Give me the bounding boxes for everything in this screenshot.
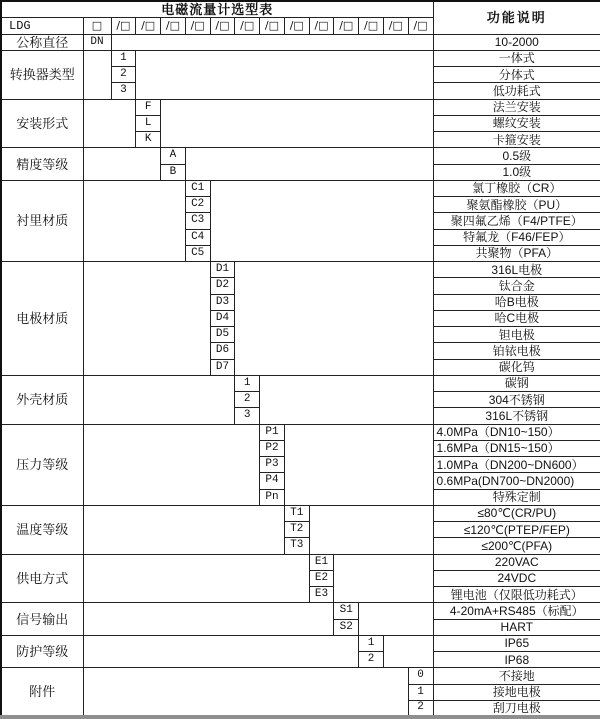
- code-cell: D2: [210, 278, 235, 294]
- code-cell: T2: [284, 522, 309, 538]
- empty-space: [83, 668, 408, 717]
- description-cell: 1.6MPa（DN15~150）: [433, 440, 600, 456]
- empty-space: [83, 180, 185, 261]
- description-cell: 4-20mA+RS485（标配）: [433, 603, 600, 619]
- table-row: [1, 375, 600, 391]
- description-cell: 哈B电极: [433, 294, 600, 310]
- description-cell: 特殊定制: [433, 489, 600, 505]
- category-label: 供电方式: [1, 554, 83, 603]
- description-cell: ≤120℃(PTEP/FEP): [433, 522, 600, 538]
- description-cell: 卡箍安装: [433, 132, 600, 148]
- model-slot: /□: [136, 17, 161, 34]
- description-cell: 法兰安装: [433, 99, 600, 115]
- model-slot: /□: [284, 17, 309, 34]
- code-cell: D3: [210, 294, 235, 310]
- code-cell: F: [136, 99, 161, 115]
- title-row: [1, 1, 600, 17]
- empty-space: [383, 635, 433, 668]
- description-cell: 氯丁橡胶（CR）: [433, 180, 600, 196]
- table-row: [1, 554, 600, 570]
- description-cell: 碳化钨: [433, 359, 600, 375]
- code-cell: C4: [185, 229, 210, 245]
- dn-code-cell: DN: [83, 34, 111, 50]
- table-row: [1, 148, 600, 164]
- category-label: 附件: [1, 668, 83, 717]
- description-cell: 低功耗式: [433, 83, 600, 99]
- model-slot: /□: [359, 17, 384, 34]
- empty-space: [83, 424, 260, 505]
- model-slot: /□: [383, 17, 408, 34]
- description-cell: 钽电极: [433, 327, 600, 343]
- description-cell: 聚氨酯橡胶（PU）: [433, 197, 600, 213]
- code-cell: 3: [111, 83, 136, 99]
- empty-space: [83, 148, 161, 181]
- model-first-box: □: [83, 17, 111, 34]
- description-cell: 铂铱电极: [433, 343, 600, 359]
- code-cell: C1: [185, 180, 210, 196]
- description-cell: 0.6MPa(DN700~DN2000): [433, 473, 600, 489]
- code-cell: C3: [185, 213, 210, 229]
- table-row: [1, 180, 600, 196]
- code-cell: B: [161, 164, 186, 180]
- code-cell: 1: [235, 375, 260, 391]
- code-cell: A: [161, 148, 186, 164]
- empty-space: [83, 262, 210, 376]
- description-cell: 接地电极: [433, 684, 600, 700]
- description-cell: IP68: [433, 652, 600, 668]
- code-cell: D5: [210, 327, 235, 343]
- empty-space: [260, 375, 433, 424]
- code-cell: T3: [284, 538, 309, 554]
- table-row: [1, 603, 600, 619]
- description-cell: 0.5级: [433, 148, 600, 164]
- description-cell: ≤200℃(PFA): [433, 538, 600, 554]
- description-cell: 哈C电极: [433, 310, 600, 326]
- code-cell: 3: [235, 408, 260, 424]
- description-cell: 316L电极: [433, 262, 600, 278]
- code-cell: C5: [185, 245, 210, 261]
- code-cell: S1: [334, 603, 359, 619]
- description-cell: 不接地: [433, 668, 600, 684]
- description-cell: 220VAC: [433, 554, 600, 570]
- code-cell: 2: [359, 652, 384, 668]
- empty-space: [359, 603, 433, 636]
- empty-space: [83, 603, 334, 636]
- category-label: 外壳材质: [1, 375, 83, 424]
- empty-space: [185, 148, 433, 181]
- code-cell: P1: [260, 424, 285, 440]
- description-cell: 24VDC: [433, 570, 600, 586]
- code-cell: 0: [408, 668, 433, 684]
- empty-space: [284, 424, 433, 505]
- table-row: [1, 99, 600, 115]
- code-cell: 1: [359, 635, 384, 651]
- description-cell: 刮刀电极: [433, 700, 600, 716]
- code-cell: 2: [235, 392, 260, 408]
- empty-space: [309, 505, 433, 554]
- empty-space: [83, 635, 359, 668]
- code-cell: 1: [408, 684, 433, 700]
- description-cell: 螺纹安装: [433, 115, 600, 131]
- description-cell: 聚四氟乙烯（F4/PTFE）: [433, 213, 600, 229]
- code-cell: P4: [260, 473, 285, 489]
- description-cell: 共聚物（PFA）: [433, 245, 600, 261]
- category-label: 公称直径: [1, 34, 83, 50]
- code-cell: C2: [185, 197, 210, 213]
- empty-space: [210, 180, 433, 261]
- code-cell: E2: [309, 570, 334, 586]
- description-cell: 316L不锈钢: [433, 408, 600, 424]
- code-cell: E3: [309, 587, 334, 603]
- code-cell: D1: [210, 262, 235, 278]
- code-cell: D7: [210, 359, 235, 375]
- table-row: [1, 262, 600, 278]
- code-cell: Pn: [260, 489, 285, 505]
- category-label: 精度等级: [1, 148, 83, 181]
- model-slot: /□: [111, 17, 136, 34]
- empty-space: [334, 554, 433, 603]
- description-cell: HART: [433, 619, 600, 635]
- category-label: 衬里材质: [1, 180, 83, 261]
- description-cell: 304不锈钢: [433, 392, 600, 408]
- empty-space: [83, 505, 284, 554]
- empty-space: [83, 554, 309, 603]
- model-slot: /□: [235, 17, 260, 34]
- code-cell: P2: [260, 440, 285, 456]
- empty-space: [83, 375, 235, 424]
- empty-space: [136, 50, 433, 99]
- description-cell: 分体式: [433, 67, 600, 83]
- description-cell: 锂电池（仅限低功耗式）: [433, 587, 600, 603]
- function-column-header: 功能说明: [433, 1, 600, 34]
- code-cell: T1: [284, 505, 309, 521]
- model-slot: /□: [161, 17, 186, 34]
- code-cell: D4: [210, 310, 235, 326]
- category-label: 防护等级: [1, 635, 83, 668]
- code-cell: K: [136, 132, 161, 148]
- description-cell: 钛合金: [433, 278, 600, 294]
- code-cell: S2: [334, 619, 359, 635]
- description-cell: 1.0MPa（DN200~DN600）: [433, 457, 600, 473]
- table-row: [1, 50, 600, 66]
- table-row: [1, 34, 600, 50]
- description-cell: 4.0MPa（DN10~150）: [433, 424, 600, 440]
- table-title: 电磁流量计选型表: [1, 1, 433, 17]
- empty-space: [161, 99, 434, 148]
- code-cell: E1: [309, 554, 334, 570]
- model-slot: /□: [185, 17, 210, 34]
- table-row: [1, 635, 600, 651]
- code-cell: 1: [111, 50, 136, 66]
- category-label: 信号输出: [1, 603, 83, 636]
- description-cell: 特氟龙（F46/FEP）: [433, 229, 600, 245]
- category-label: 压力等级: [1, 424, 83, 505]
- code-cell: P3: [260, 457, 285, 473]
- empty-space: [83, 99, 136, 148]
- category-label: 转换器类型: [1, 50, 83, 99]
- empty-space: [83, 50, 111, 99]
- model-slot: /□: [210, 17, 235, 34]
- category-label: 温度等级: [1, 505, 83, 554]
- empty-space: [235, 262, 433, 376]
- description-cell: 碳钢: [433, 375, 600, 391]
- description-cell: 10-2000: [433, 34, 600, 50]
- model-slot: /□: [334, 17, 359, 34]
- description-cell: 一体式: [433, 50, 600, 66]
- code-cell: 2: [408, 700, 433, 716]
- model-prefix: LDG: [1, 17, 83, 34]
- table-row: [1, 668, 600, 684]
- description-cell: IP65: [433, 635, 600, 651]
- table-row: [1, 505, 600, 521]
- model-slot: /□: [408, 17, 433, 34]
- empty-space: [111, 34, 433, 50]
- code-cell: L: [136, 115, 161, 131]
- model-slot: /□: [260, 17, 285, 34]
- description-cell: ≤80℃(CR/PU): [433, 505, 600, 521]
- category-label: 安装形式: [1, 99, 83, 148]
- code-cell: 2: [111, 67, 136, 83]
- category-label: 电极材质: [1, 262, 83, 376]
- description-cell: 1.0级: [433, 164, 600, 180]
- code-cell: D6: [210, 343, 235, 359]
- model-slot: /□: [309, 17, 334, 34]
- table-row: [1, 424, 600, 440]
